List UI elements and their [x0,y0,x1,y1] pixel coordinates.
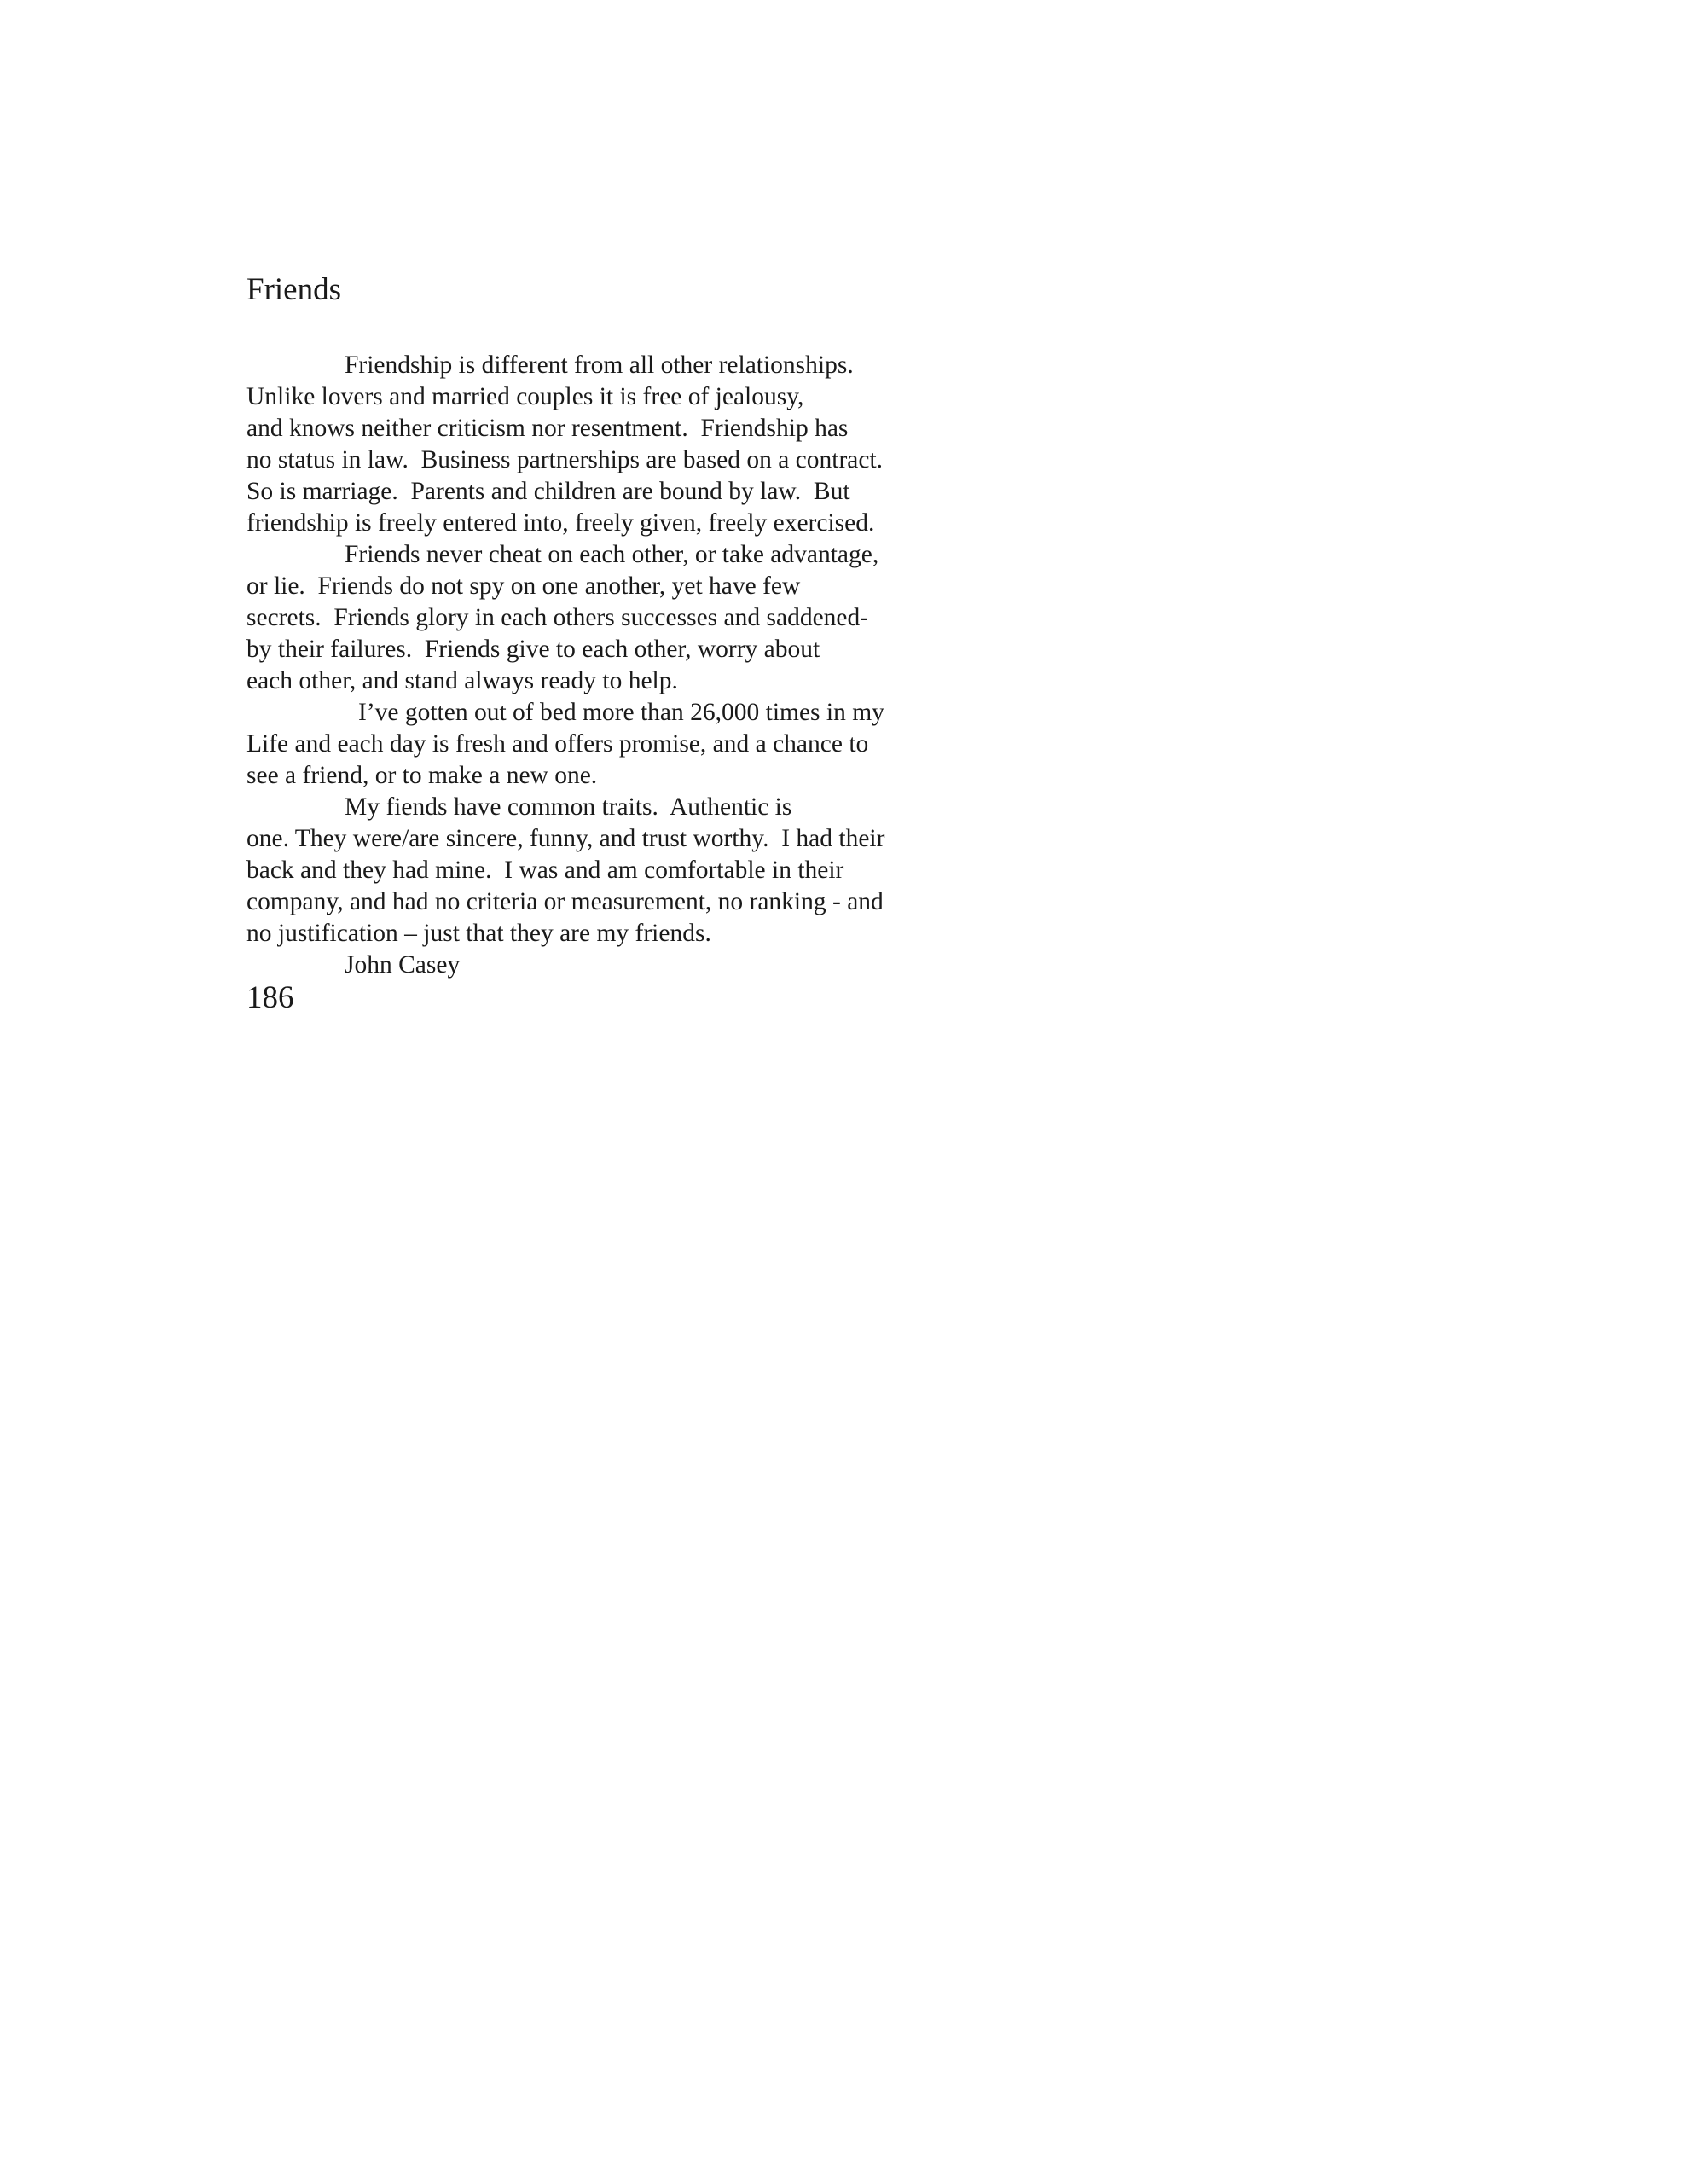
body-text [246,350,1099,981]
text-line: So is marriage. Parents and children are bound by law. But [246,478,850,505]
page-number: 186 [246,980,294,1015]
text-line: Life and each day is fresh and offers promise, and a chance to [246,730,869,758]
text-line: each other, and stand always ready to help. [246,667,678,694]
page-title: Friends [246,272,341,307]
text-line: company, and had no criteria or measurement, no ranking - and [246,888,884,915]
text-line: no status in law. Business partnerships are based on a contract. [246,446,884,473]
text-line: back and they had mine. I was and am comfortable in their [246,857,844,884]
text-line: see a friend, or to make a new one. [246,762,598,789]
text-line: I’ve gotten out of bed more than 26,000 times in my [358,699,884,726]
text-line: Friendship is different from all other relationships. [345,351,854,379]
text-line: by their failures. Friends give to each other, worry about [246,636,820,663]
text-line: or lie. Friends do not spy on one another, yet have few [246,572,801,600]
text-line: Friends never cheat on each other, or take advantage, [345,541,879,568]
text-line: Unlike lovers and married couples it is free of jealousy, [246,383,804,410]
text-line: secrets. Friends glory in each others successes and saddened- [246,604,869,631]
text-line: no justification – just that they are my friends. [246,920,711,947]
text-line: and knows neither criticism nor resentment. Friendship has [246,415,849,442]
text-line: My fiends have common traits. Authentic is [345,793,792,821]
author-signature: John Casey [345,951,461,979]
text-line: friendship is freely entered into, freely given, freely exercised. [246,509,875,537]
text-line: one. They were/are sincere, funny, and trust worthy. I had their [246,825,885,852]
